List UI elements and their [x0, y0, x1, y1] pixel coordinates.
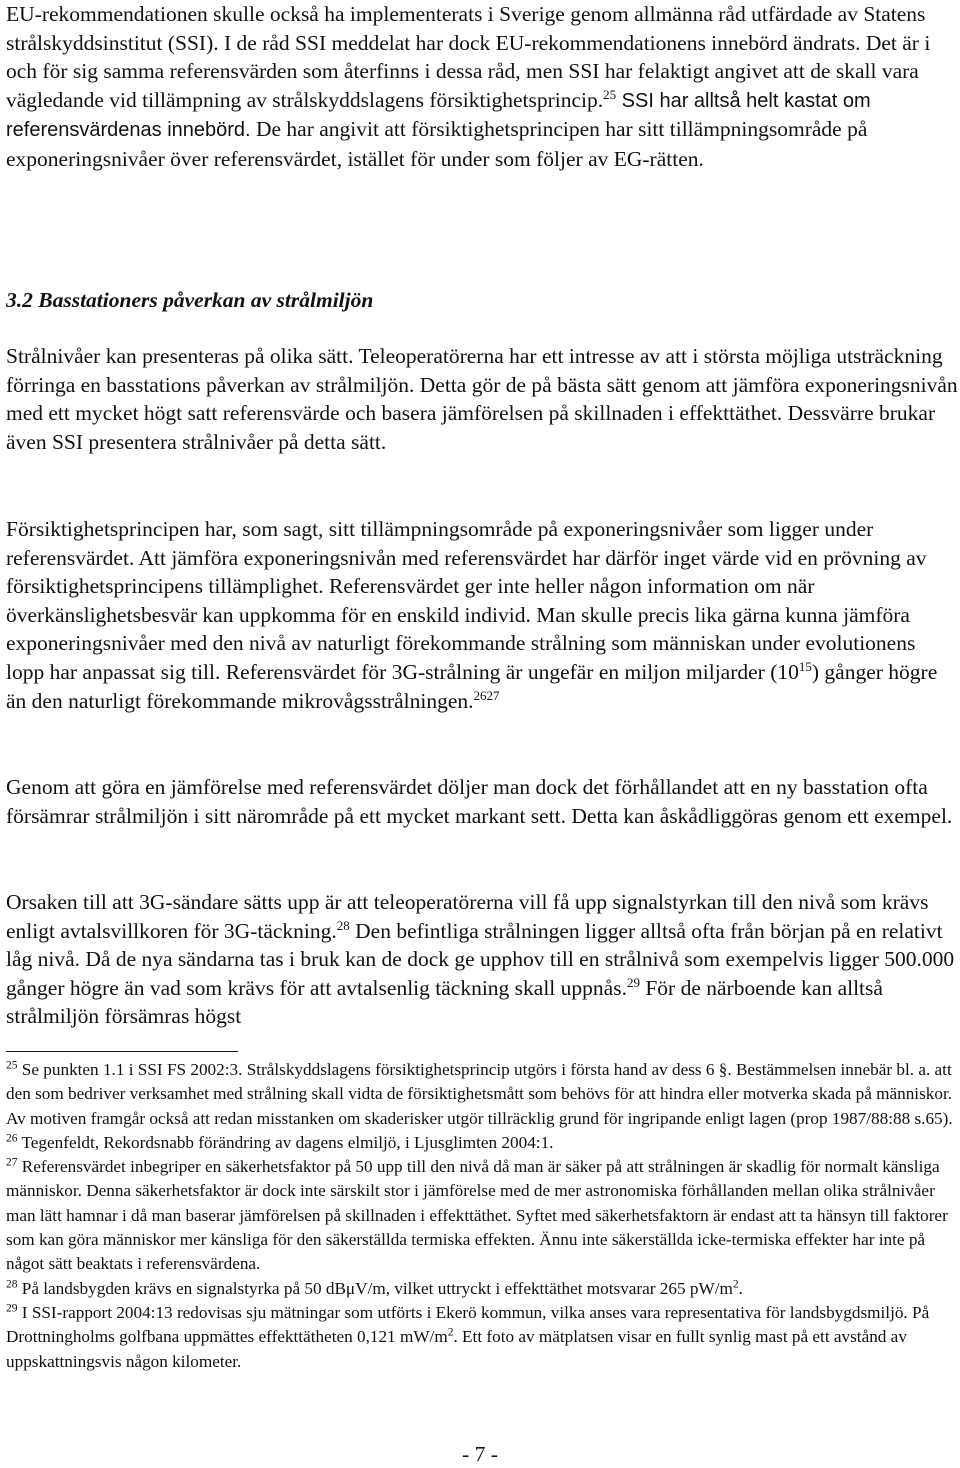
footnote-number: 25 [6, 1059, 18, 1072]
exponent: 2 [732, 1277, 739, 1290]
footnote-ref-25[interactable]: 25 [603, 86, 617, 102]
footnote-29: $^{29}$ I SSI-rapport 2004:13 redovisas sju mätningar som utförts i Ekerö kommun, vilka anses vara representativa för landsbygdsmiljö. På Drottningholms golfbana uppmättes effekttätheten 0,121 mW/m$^2$. Ett foto av mätplatsen visar en fullt synlig mast på ett avstånd av uppskattningsvis någon kilometer. [6, 1302, 930, 1371]
paragraph-jämförelse: Genom att göra en jämförelse med referensvärdet döljer man dock det förhållandet att en ny basstation ofta försämrar strålmiljön i sitt närområde på ett mycket markant sett. Detta kan åskådliggöras genom ett exempel. [6, 775, 953, 828]
footnote-number: 26 [6, 1132, 18, 1145]
page-number: - 7 - [462, 1442, 498, 1466]
paragraph-orsaken: Orsaken till att 3G-sändare sätts upp är att teleoperatörerna vill få upp signalstyrkan till den nivå som krävs enligt avtalsvillkoren för 3G-täckning.$^{28}$ Den befintliga strålningen ligger alltså ofta från början på en relativt låg nivå. Då de nya sändarna tas i bruk kan de dock ge upphov till en strålnivå som exempelvis ligger 500.000 gånger högre än vad som krävs för att avtalsenlig täckning skall uppnås.$^{29}$ För de närboende kan alltså strålmiljön försämras högst [6, 890, 955, 1029]
exponent: 15 [798, 658, 812, 674]
exponent: 2 [447, 1326, 454, 1339]
footnote-ref-28[interactable]: 28 [336, 917, 350, 933]
footnote-26: $^{26}$ Tegenfeldt, Rekordsnabb förändring av dagens elmiljö, i Ljusglimten 2004:1. [6, 1132, 554, 1152]
paragraph-försiktighetsprincipen: Försiktighetsprincipen har, som sagt, sitt tillämpningsområde på exponeringsnivåer som ligger under referensvärdet. Att jämföra exponeringsnivån med referensvärdet har därför inget värde vid en prövning av försiktighetsprincipens tillämplighet. Referensvärdet ger inte heller någon information om när överkänslighetsbesvär kan uppkomma för en enskild individ. Man skulle precis lika gärna kunna jämföra exponeringsnivåer med den nivå av naturligt förekommande strålning som människan under evolutionens lopp har anpassat sig till. Referensvärdet för 3G-strålning är ungefär en miljon miljarder $(10^{15})$ gånger högre än den naturligt förekommande mikrovågsstrålningen.$^{2627}$ [6, 517, 938, 713]
paragraph-strålnivåer: Strålnivåer kan presenteras på olika sätt. Teleoperatörerna har ett intresse av att i största möjliga utsträckning förringa en basstations påverkan av strålmiljön. Detta gör de på bästa sätt genom att jämföra exponeringsnivån med ett mycket högt satt referensvärde och basera jämförelsen på skillnaden i effekttäthet. Dessvärre brukar även SSI presentera strålnivåer på detta sätt. [6, 344, 958, 454]
footnote-number: 28 [6, 1277, 18, 1290]
footnote-28: $^{28}$ På landsbygden krävs en signalstyrka på 50 dBμV/m, vilket uttryckt i effekttäthet motsvarar 265 pW/m$^2$. [6, 1277, 743, 1298]
footnote-number: 29 [6, 1302, 18, 1315]
footnote-25: $^{25}$ Se punkten 1.1 i SSI FS 2002:3. Strålskyddslagens försiktighetsprincip utgörs i första hand av dess 6 §. Bestämmelsen innebär bl. a. att den som bedriver verksamhet med strålning skall vidta de försiktighetsmått som behövs för att hindra eller motverka skada på människor. Av motiven framgår också att redan misstanken om skaderisker utgör tillräcklig grund för ingripande enligt lagen (prop 1987/88:88 s.65). [6, 1059, 953, 1128]
footnote-number: 27 [6, 1156, 18, 1169]
paragraph-eu-recommendation: EU-rekommendationen skulle också ha implementerats i Sverige genom allmänna råd utfärdade av Statens strålskyddsinstitut (SSI). I de råd SSI meddelat har dock EU-rekommendationens innebörd ändrats. Det är i och för sig samma referensvärden som återfinns i dessa råd, men SSI har felaktigt angivet att de skall vara vägledande vid tillämpning av strålskyddslagens försiktighetsprincip.$^{25}$ SSI har alltså helt kastat om referensvärdenas innebörd. De har angivit att försiktighetsprincipen har sitt tillämpningsområde på exponeringsnivåer över referensvärdet, istället för under som följer av EG-rätten. [6, 2, 931, 171]
footnote-ref-26-27[interactable]: 2627 [473, 687, 500, 703]
footnote-ref-29[interactable]: 29 [626, 974, 640, 990]
section-heading: 3.2 Basstationers påverkan av strålmiljön [6, 288, 374, 312]
footnotes-section [6, 1058, 958, 1374]
footnote-27: $^{27}$ Referensvärdet inbegriper en säkerhetsfaktor på 50 upp till den nivå då man är säker på att strålningen är skadlig för normalt känsliga människor. Denna säkerhetsfaktor är dock inte särskilt stor i jämförelse med de mer astronomiska förhållanden mellan olika strålnivåer man lätt hamnar i då man baserar jämförelsen på skillnaden i effekttäthet. Syftet med säkerhetsfaktorn är endast att ta hänsyn till faktorer som kan göra människor mer känsliga för den säkerställda termiska effekten. Ännu inte säkerställda icke-termiska effekter har inte på något sätt beaktats i referensvärdena. [6, 1156, 948, 1274]
footnote-divider [6, 1051, 238, 1052]
paragraph-emphasis: SSI har alltså helt kastat om referensvärdenas innebörd. [6, 89, 871, 142]
